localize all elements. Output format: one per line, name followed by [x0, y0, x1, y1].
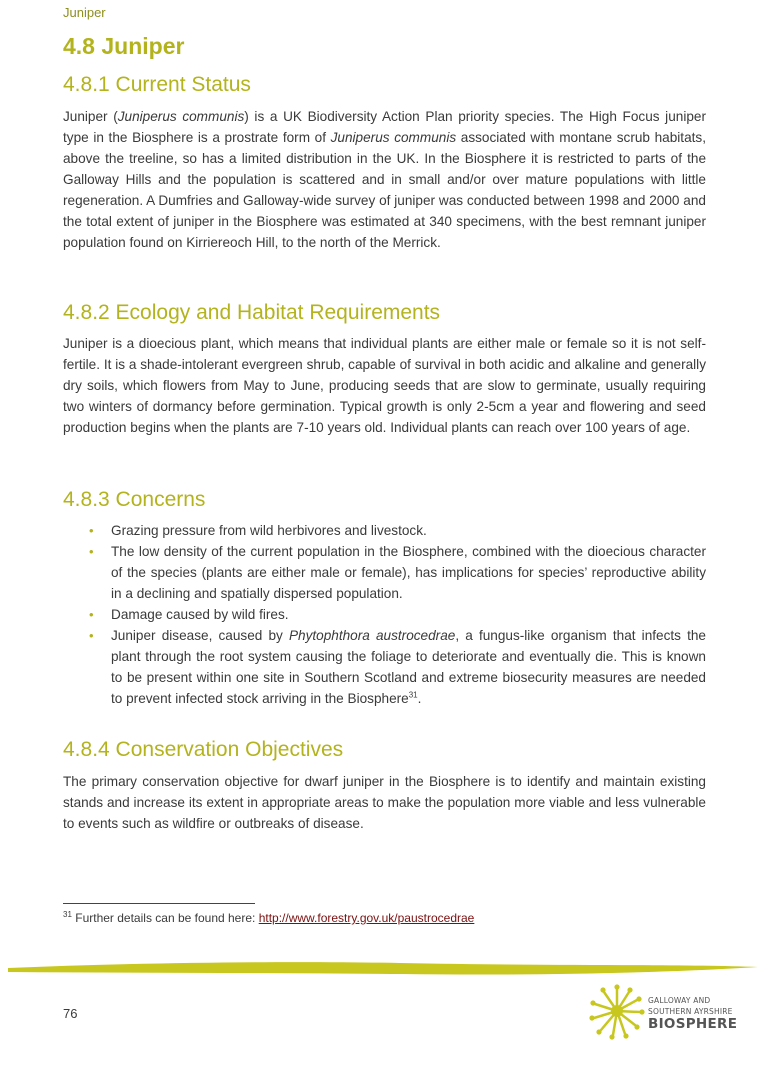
- page-number: 76: [63, 1006, 78, 1021]
- footnote-divider: [63, 903, 255, 904]
- heading-conservation: 4.8.4 Conservation Objectives: [63, 738, 344, 761]
- bullet-icon: •: [89, 544, 94, 559]
- conservation-paragraph: The primary conservation objective for dwarf juniper in the Biosphere is to identify and maintain existing stands and increase its extent in appropriate areas to make the population more viable and less vulnerable to events such as wildfire or outbreaks of disease.: [63, 774, 706, 831]
- footnote: $^{31}$ Further details can be found here: http://www.forestry.gov.uk/paustrocedrae: [63, 910, 475, 925]
- list-item: • Damage caused by wild fires.: [63, 604, 706, 625]
- ecology-paragraph: Juniper is a dioecious plant, which means that individual plants are either male or female so it is not self-fertile. It is a shade-intolerant evergreen shrub, capable of survival in both acidic and alkaline and generally dry soils, which flowers from May to June, producing seeds that are slow to germinate, usually requiring two winters of dormancy before germination. Typical growth is only 2-5cm a year and flowering and seed production begins when the plants are 7-10 years old. Individual plants can reach over 100 years of age.: [63, 336, 706, 435]
- heading-concerns: 4.8.3 Concerns: [63, 488, 206, 511]
- bullet-icon: •: [89, 628, 94, 643]
- list-item: • The low density of the current population in the Biosphere, combined with the dioecious character of the species (plants are either male or female), has implications for species’ reproductive ability in a declining and spatially dispersed population.: [63, 541, 706, 604]
- heading-current-status: 4.8.1 Current Status: [63, 73, 251, 96]
- section-title: 4.8 Juniper: [63, 33, 185, 59]
- bullet-icon: •: [89, 607, 94, 622]
- biosphere-logo-text: GALLOWAY AND SOUTHERN AYRSHIRE BIOSPHERE: [648, 996, 738, 1032]
- list-item: • Juniper disease, caused by Phytophthora austrocedrae, a fungus-like organism that infects the plant through the root system causing the foliage to deteriorate and eventually die. This is known to be present within one site in Southern Scotland and extreme biosecurity measures are needed to prevent infected stock arriving in the Biosphere$^{31}$.: [63, 625, 706, 709]
- heading-ecology: 4.8.2 Ecology and Habitat Requirements: [63, 301, 441, 324]
- footnote-reference[interactable]: 31: [408, 690, 418, 700]
- current-status-paragraph: Juniper (Juniperus communis) is a UK Biodiversity Action Plan priority species. The High Focus juniper type in the Biosphere is a prostrate form of Juniperus communis associated with montane scrub habitats, above the treeline, so has a limited distribution in the UK. In the Biosphere it is restricted to parts of the Galloway Hills and the population is scattered and in small and/or over mature populations with little regeneration. A Dumfries and Galloway-wide survey of juniper was conducted between 1998 and 2000 and the total extent of juniper in the Biosphere was estimated at 340 specimens, with the best remnant juniper population found on Kirriereoch Hill, to the north of the Merrick.: [63, 109, 706, 250]
- footnote-link[interactable]: http://www.forestry.gov.uk/paustrocedrae: [258, 911, 475, 925]
- bullet-icon: •: [89, 523, 94, 538]
- list-item: • Grazing pressure from wild herbivores and livestock.: [63, 520, 706, 541]
- running-header: Juniper: [63, 5, 106, 20]
- concerns-list: [63, 520, 706, 709]
